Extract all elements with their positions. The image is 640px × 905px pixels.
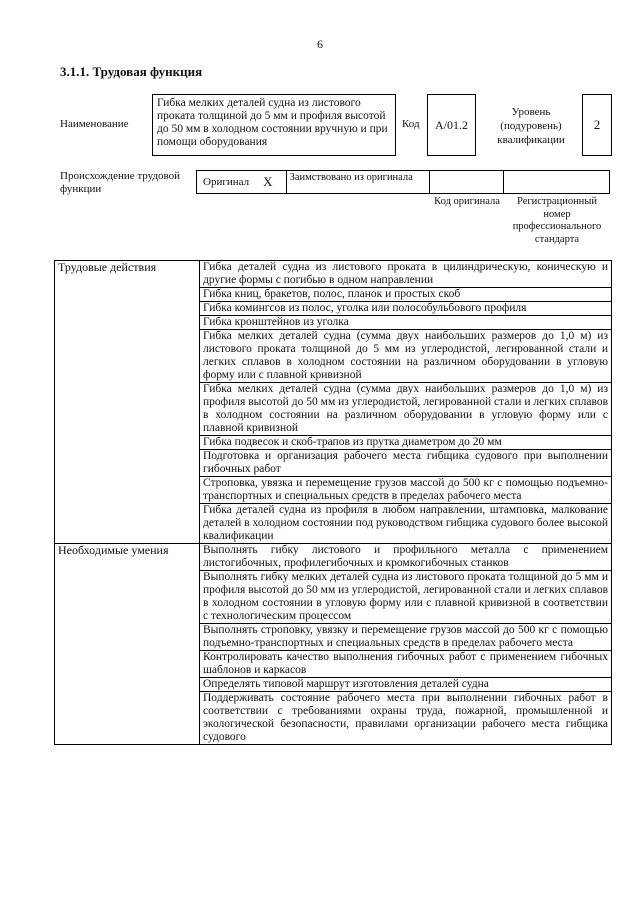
table-cell-item: Строповка, увязка и перемещение грузов массой до 500 кг с помощью подъемно-транспортных и специальных средств в пределах рабочего места	[200, 477, 612, 504]
origin-row	[196, 170, 610, 194]
table-cell-item: Гибка кронштейнов из уголка	[200, 316, 612, 330]
table-cell-item: Гибка книц, бракетов, полос, планок и простых скоб	[200, 288, 612, 302]
origin-label: Происхождение трудовой функции	[60, 170, 181, 195]
original-cell	[197, 171, 287, 193]
table-cell-item: Определять типовой маршрут изготовления деталей судна	[200, 678, 612, 692]
code-caption: Код оригинала	[434, 196, 500, 207]
original-code-cell	[430, 171, 504, 193]
table-cell-item: Выполнять гибку листового и профильного металла с применением листогибочных, профилегибочных и кромкогибочных станков	[200, 544, 612, 571]
function-code-box: А/01.2	[427, 94, 476, 156]
section-title: 3.1.1. Трудовая функция	[60, 64, 203, 79]
original-label: Оригинал	[203, 176, 250, 188]
table-cell-item: Поддерживать состояние рабочего места при выполнении гибочных работ в соответствии с требованиями охраны труда, пожарной, промышленной и экологической безопасности, правилами организации рабочего места гибщика судового	[200, 692, 612, 745]
level-label: Уровень (подуровень) квалификации	[497, 106, 565, 146]
borrowed-cell: Заимствовано из оригинала	[287, 171, 430, 193]
reg-caption: Регистрационный номер профессионального стандарта	[512, 196, 602, 245]
table-cell-item: Выполнять строповку, увязку и перемещение грузов массой до 500 кг с помощью подъемно-транспортных и специальных средств в пределах рабочего места	[200, 624, 612, 651]
table-cell-item: Гибка деталей судна из листового проката в цилиндрическую, коническую и другие формы с погибью в одном направлении	[200, 261, 612, 288]
code-label: Код	[402, 118, 420, 130]
page-number: 6	[317, 37, 323, 51]
table-cell-item: Подготовка и организация рабочего места гибщика судового при выполнении гибочных работ	[200, 450, 612, 477]
table-row	[55, 544, 612, 571]
reg-number-cell	[504, 171, 609, 193]
name-label: Наименование	[60, 118, 129, 130]
table-cell-item: Гибка подвесок и скоб-трапов из прутка диаметром до 20 мм	[200, 436, 612, 450]
table-row	[55, 261, 612, 288]
original-mark: X	[263, 174, 273, 189]
function-name-box: Гибка мелких деталей судна из листового проката толщиной до 5 мм и профиля высотой до 50 мм в холодном состоянии вручную и при помощи оборудования	[152, 94, 396, 156]
section-category: Необходимые умения	[55, 544, 200, 745]
function-table	[54, 260, 612, 745]
table-cell-item: Гибка мелких деталей судна (сумма двух наибольших размеров до 1,0 м) из профиля высотой до 50 мм из углеродистой, легированной стали и легких сплавов в холодном состоянии на различном оборудовании в угловую форму или с плавной кривизной	[200, 383, 612, 436]
table-cell-item: Контролировать качество выполнения гибочных работ с применением гибочных шаблонов и каркасов	[200, 651, 612, 678]
section-category: Трудовые действия	[55, 261, 200, 544]
table-cell-item: Гибка комингсов из полос, уголка или полособульбового профиля	[200, 302, 612, 316]
table-cell-item: Гибка мелких деталей судна (сумма двух наибольших размеров до 1,0 м) из листового проката толщиной до 5 мм из углеродистой, легированной стали и легких сплавов в холодном состоянии на различном оборудовании в угловую форму или с плавной кривизной	[200, 330, 612, 383]
table-cell-item: Гибка деталей судна из профиля в любом направлении, штамповка, малкование деталей в холодном состоянии под руководством гибщика судового более высокой квалификации	[200, 504, 612, 544]
qualification-level-box: 2	[582, 94, 612, 156]
table-cell-item: Выполнять гибку мелких деталей судна из листового проката толщиной до 5 мм и профиля высотой до 50 мм из углеродистой, легированной стали и легких сплавов в холодном состоянии в угловую форму или с плавной кривизной в соответствии с технологическим процессом	[200, 571, 612, 624]
